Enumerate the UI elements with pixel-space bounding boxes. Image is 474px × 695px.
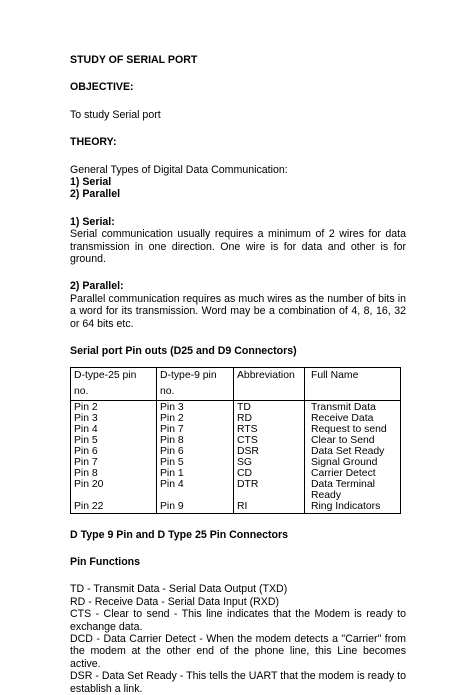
table-cell: Carrier Detect: [305, 468, 401, 479]
table-cell: Clear to Send: [305, 435, 401, 446]
table-cell: Pin 4: [157, 479, 234, 501]
pin-functions-heading: Pin Functions: [70, 555, 141, 568]
function-td: TD - Transmit Data - Serial Data Output (TXD): [70, 583, 288, 596]
parallel-heading: 2) Parallel:: [70, 280, 124, 293]
table-row: [71, 501, 401, 514]
table-cell: Data Set Ready: [305, 446, 401, 457]
table-cell: Pin 3: [157, 400, 234, 413]
function-rd: RD - Receive Data - Serial Data Input (RXD): [70, 595, 279, 608]
table-cell: SG: [234, 457, 305, 468]
table-cell: Data Terminal Ready: [305, 479, 401, 501]
function-cts: CTS - Clear to send - This line indicates that the Modem is ready to exchange data.: [70, 608, 406, 633]
table-cell: Pin 8: [71, 468, 157, 479]
table-cell: RTS: [234, 424, 305, 435]
table-header-row: [71, 367, 401, 400]
column-header: D-type-25 pin no.: [71, 367, 157, 400]
table-cell: Transmit Data: [305, 400, 401, 413]
table-row: [71, 446, 401, 457]
function-dsr: DSR - Data Set Ready - This tells the UART that the modem is ready to establish a link.: [70, 670, 406, 695]
table-cell: Pin 4: [71, 424, 157, 435]
theory-intro: General Types of Digital Data Communication:: [70, 163, 288, 176]
table-cell: Request to send: [305, 424, 401, 435]
page-title: STUDY OF SERIAL PORT: [70, 54, 198, 66]
serial-heading: 1) Serial:: [70, 215, 115, 228]
objective-heading: OBJECTIVE:: [70, 81, 134, 94]
table-cell: Ring Indicators: [305, 501, 401, 514]
table-row: [71, 435, 401, 446]
table-cell: Pin 6: [71, 446, 157, 457]
theory-heading: THEORY:: [70, 136, 117, 149]
table-row: [71, 400, 401, 413]
table-row: [71, 424, 401, 435]
table-row: [71, 468, 401, 479]
objective-text: To study Serial port: [70, 108, 161, 121]
serial-text: Serial communication usually requires a minimum of 2 wires for data transmission in one direction. One wire is for data and other is for ground.: [70, 228, 406, 266]
column-header: D-type-9 pin no.: [157, 367, 234, 400]
table-cell: RD: [234, 413, 305, 424]
table-cell: Pin 3: [71, 413, 157, 424]
table-cell: RI: [234, 501, 305, 514]
pinouts-heading: Serial port Pin outs (D25 and D9 Connectors): [70, 345, 297, 358]
column-header: Abbreviation: [234, 367, 305, 400]
table-cell: Pin 7: [71, 457, 157, 468]
parallel-text: Parallel communication requires as much wires as the number of bits in a word for its transmission. Word may be a combination of 4, 8, 16, 32 or 64 bits etc.: [70, 292, 406, 330]
table-cell: Pin 7: [157, 424, 234, 435]
table-cell: DSR: [234, 446, 305, 457]
type-parallel: 2) Parallel: [70, 188, 121, 201]
function-dcd: DCD - Data Carrier Detect - When the modem detects a "Carrier" from the modem at the other end of the phone line, this Line becomes active.: [70, 632, 406, 670]
table-row: [71, 479, 401, 501]
type-serial: 1) Serial: [70, 176, 112, 189]
table-cell: CD: [234, 468, 305, 479]
connectors-heading: D Type 9 Pin and D Type 25 Pin Connectors: [70, 528, 288, 541]
table-cell: CTS: [234, 435, 305, 446]
table-cell: DTR: [234, 479, 305, 501]
document-body: [70, 54, 406, 695]
table-cell: Pin 1: [157, 468, 234, 479]
column-header: Full Name: [305, 367, 401, 400]
table-cell: Pin 9: [157, 501, 234, 514]
table-cell: TD: [234, 400, 305, 413]
pinout-table: [70, 367, 401, 514]
table-row: [71, 457, 401, 468]
table-row: [71, 413, 401, 424]
table-cell: Signal Ground: [305, 457, 401, 468]
table-cell: Pin 22: [71, 501, 157, 514]
table-cell: Pin 6: [157, 446, 234, 457]
table-cell: Receive Data: [305, 413, 401, 424]
table-cell: Pin 2: [71, 400, 157, 413]
table-cell: Pin 20: [71, 479, 157, 501]
table-cell: Pin 2: [157, 413, 234, 424]
table-cell: Pin 8: [157, 435, 234, 446]
table-cell: Pin 5: [157, 457, 234, 468]
table-cell: Pin 5: [71, 435, 157, 446]
